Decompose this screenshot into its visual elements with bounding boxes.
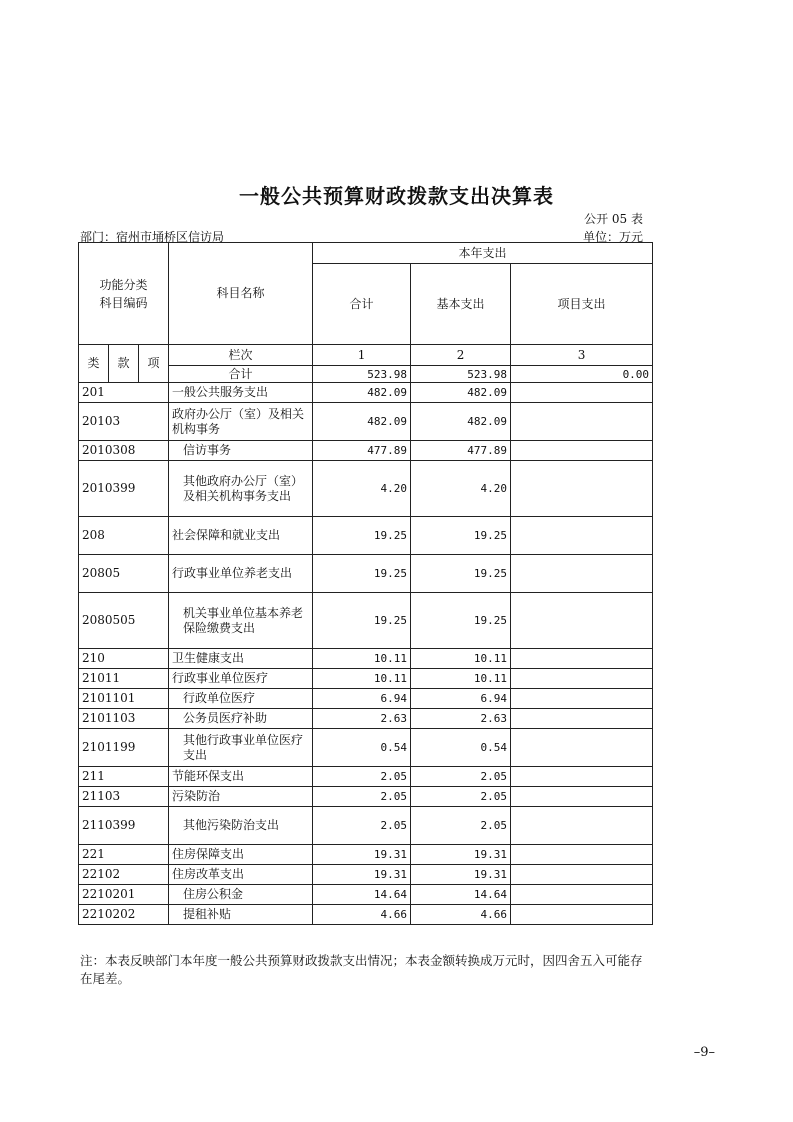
row-project <box>511 461 653 517</box>
row-total: 2.63 <box>313 709 411 729</box>
row-code: 210 <box>79 649 169 669</box>
row-total: 19.25 <box>313 555 411 593</box>
row-code: 2010308 <box>79 441 169 461</box>
row-code: 211 <box>79 767 169 787</box>
row-name: 政府办公厅（室）及相关机构事务 <box>169 403 313 441</box>
row-code: 21011 <box>79 669 169 689</box>
row-name: 其他政府办公厅（室）及相关机构事务支出 <box>169 461 313 517</box>
row-total: 6.94 <box>313 689 411 709</box>
form-code: 公开 05 表 <box>584 212 643 226</box>
table-row <box>79 729 653 767</box>
xiang-header: 项 <box>139 345 169 383</box>
row-code: 2101101 <box>79 689 169 709</box>
total-header: 合计 <box>313 264 411 345</box>
row-name: 住房公积金 <box>169 885 313 905</box>
col3-index: 3 <box>511 345 653 366</box>
row-project <box>511 865 653 885</box>
row-name: 其他污染防治支出 <box>169 807 313 845</box>
row-project <box>511 845 653 865</box>
row-code: 208 <box>79 517 169 555</box>
kuan-header: 款 <box>109 345 139 383</box>
lei-header: 类 <box>79 345 109 383</box>
page-number: –9– <box>693 1045 715 1060</box>
row-basic: 2.05 <box>411 767 511 787</box>
row-code: 20805 <box>79 555 169 593</box>
table-row <box>79 555 653 593</box>
row-total: 4.66 <box>313 905 411 925</box>
row-code: 201 <box>79 383 169 403</box>
row-name: 提租补贴 <box>169 905 313 925</box>
func-code-header: 功能分类 科目编码 <box>79 243 169 345</box>
row-basic: 477.89 <box>411 441 511 461</box>
row-project <box>511 885 653 905</box>
table-row <box>79 669 653 689</box>
table-row <box>79 845 653 865</box>
row-code: 2101103 <box>79 709 169 729</box>
table-row <box>79 905 653 925</box>
table-row <box>79 461 653 517</box>
row-name: 住房保障支出 <box>169 845 313 865</box>
row-code: 2110399 <box>79 807 169 845</box>
row-name: 其他行政事业单位医疗支出 <box>169 729 313 767</box>
row-project <box>511 517 653 555</box>
row-project <box>511 555 653 593</box>
table-row <box>79 441 653 461</box>
row-total: 19.31 <box>313 865 411 885</box>
row-basic: 2.63 <box>411 709 511 729</box>
subject-name-header: 科目名称 <box>169 243 313 345</box>
row-basic: 4.66 <box>411 905 511 925</box>
row-project <box>511 729 653 767</box>
row-project <box>511 669 653 689</box>
basic-header: 基本支出 <box>411 264 511 345</box>
total-row-project: 0.00 <box>511 366 653 383</box>
row-code: 2080505 <box>79 593 169 649</box>
row-basic: 19.25 <box>411 517 511 555</box>
table-row <box>79 403 653 441</box>
row-total: 482.09 <box>313 403 411 441</box>
row-basic: 482.09 <box>411 383 511 403</box>
row-basic: 482.09 <box>411 403 511 441</box>
row-basic: 19.25 <box>411 555 511 593</box>
col1-index: 1 <box>313 345 411 366</box>
row-total: 4.20 <box>313 461 411 517</box>
row-name: 一般公共服务支出 <box>169 383 313 403</box>
row-name: 行政单位医疗 <box>169 689 313 709</box>
row-code: 22102 <box>79 865 169 885</box>
table-row <box>79 649 653 669</box>
table-row <box>79 767 653 787</box>
row-project <box>511 709 653 729</box>
table-note: 注：本表反映部门本年度一般公共预算财政拨款支出情况；本表金额转换成万元时，因四舍五入可能存在尾差。 <box>80 953 643 986</box>
row-total: 477.89 <box>313 441 411 461</box>
row-total: 19.25 <box>313 517 411 555</box>
row-total: 2.05 <box>313 807 411 845</box>
row-total: 0.54 <box>313 729 411 767</box>
row-name: 机关事业单位基本养老保险缴费支出 <box>169 593 313 649</box>
row-basic: 19.31 <box>411 865 511 885</box>
row-basic: 14.64 <box>411 885 511 905</box>
row-project <box>511 807 653 845</box>
row-project <box>511 593 653 649</box>
table-row <box>79 787 653 807</box>
row-project <box>511 905 653 925</box>
row-name: 行政事业单位医疗 <box>169 669 313 689</box>
row-total: 14.64 <box>313 885 411 905</box>
row-code: 21103 <box>79 787 169 807</box>
row-total: 10.11 <box>313 669 411 689</box>
row-name: 行政事业单位养老支出 <box>169 555 313 593</box>
row-name: 社会保障和就业支出 <box>169 517 313 555</box>
unit-label: 单位：万元 <box>582 230 643 244</box>
row-basic: 19.25 <box>411 593 511 649</box>
department-label: 部门：宿州市埇桥区信访局 <box>80 230 225 244</box>
table-row <box>79 709 653 729</box>
row-total: 19.31 <box>313 845 411 865</box>
row-name: 信访事务 <box>169 441 313 461</box>
table-row <box>79 689 653 709</box>
row-total: 10.11 <box>313 649 411 669</box>
row-basic: 10.11 <box>411 669 511 689</box>
row-code: 2010399 <box>79 461 169 517</box>
table-row <box>79 807 653 845</box>
row-total: 19.25 <box>313 593 411 649</box>
row-total: 2.05 <box>313 767 411 787</box>
row-code: 221 <box>79 845 169 865</box>
row-basic: 19.31 <box>411 845 511 865</box>
current-year-header: 本年支出 <box>313 243 653 264</box>
row-basic: 0.54 <box>411 729 511 767</box>
table-row <box>79 517 653 555</box>
column-order-label: 栏次 <box>169 345 313 366</box>
row-basic: 10.11 <box>411 649 511 669</box>
table-row <box>79 593 653 649</box>
table-body <box>79 383 653 925</box>
row-code: 2101199 <box>79 729 169 767</box>
table-row <box>79 865 653 885</box>
total-row-label: 合计 <box>169 366 313 383</box>
row-code: 20103 <box>79 403 169 441</box>
row-project <box>511 441 653 461</box>
row-project <box>511 383 653 403</box>
row-total: 2.05 <box>313 787 411 807</box>
row-name: 住房改革支出 <box>169 865 313 885</box>
expenditure-table <box>78 242 653 925</box>
page-title: 一般公共预算财政拨款支出决算表 <box>239 184 554 208</box>
row-name: 公务员医疗补助 <box>169 709 313 729</box>
project-header: 项目支出 <box>511 264 653 345</box>
row-basic: 2.05 <box>411 807 511 845</box>
total-row-basic: 523.98 <box>411 366 511 383</box>
row-name: 污染防治 <box>169 787 313 807</box>
col2-index: 2 <box>411 345 511 366</box>
row-project <box>511 787 653 807</box>
total-row-total: 523.98 <box>313 366 411 383</box>
row-basic: 6.94 <box>411 689 511 709</box>
row-project <box>511 403 653 441</box>
row-code: 2210202 <box>79 905 169 925</box>
row-name: 卫生健康支出 <box>169 649 313 669</box>
row-name: 节能环保支出 <box>169 767 313 787</box>
row-project <box>511 689 653 709</box>
table-row <box>79 885 653 905</box>
row-code: 2210201 <box>79 885 169 905</box>
row-basic: 4.20 <box>411 461 511 517</box>
row-total: 482.09 <box>313 383 411 403</box>
row-project <box>511 649 653 669</box>
table-row <box>79 383 653 403</box>
row-basic: 2.05 <box>411 787 511 807</box>
row-project <box>511 767 653 787</box>
